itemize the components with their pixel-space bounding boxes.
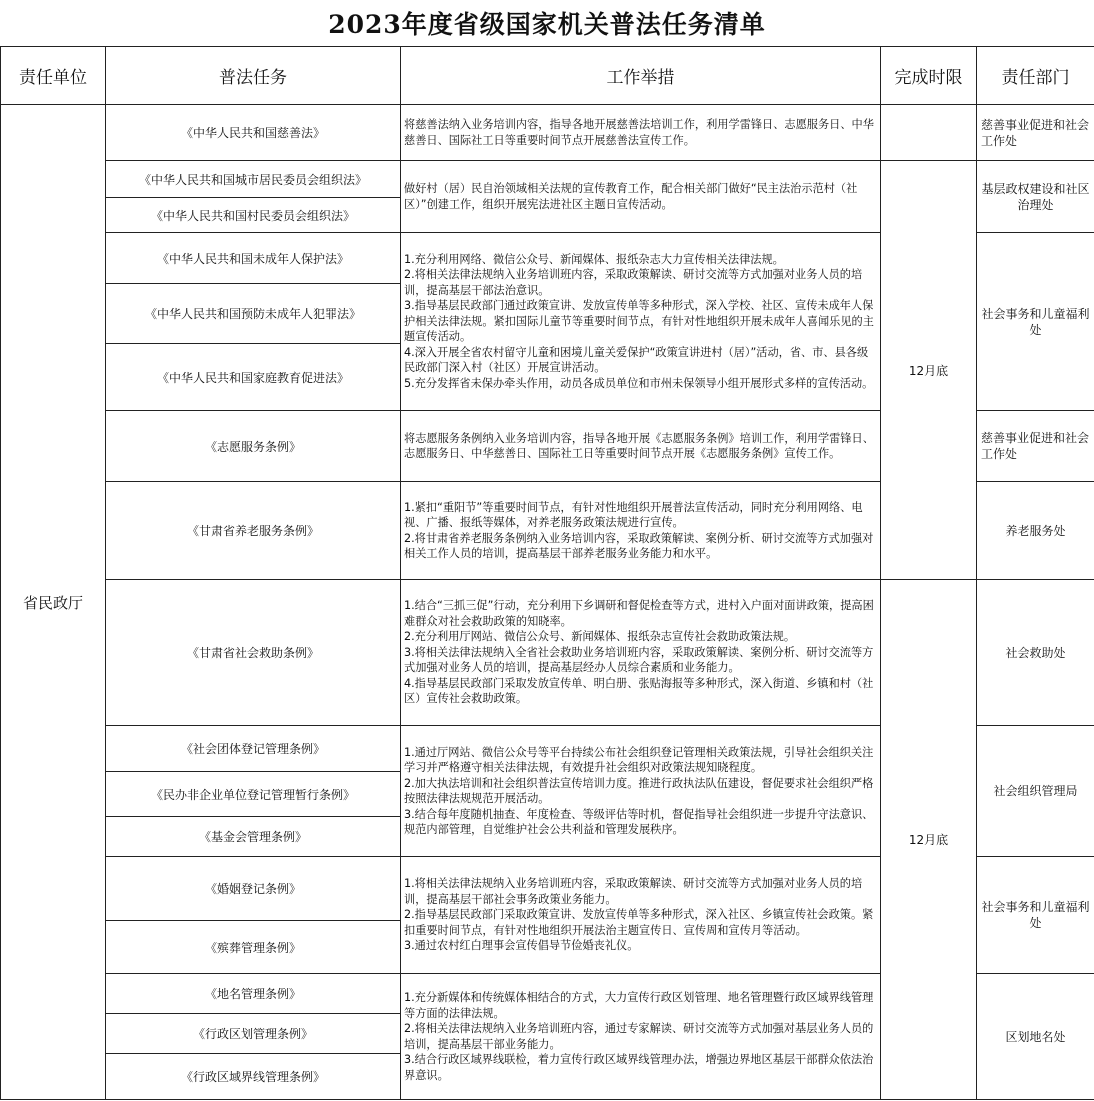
law-cell: 《行政区域界线管理条例》	[106, 1054, 401, 1100]
dept-cell: 社会组织管理局	[977, 726, 1094, 857]
measure-cell: 将慈善法纳入业务培训内容，指导各地开展慈善法培训工作，利用学雷锋日、志愿服务日、中华慈善日、国际社工日等重要时间节点开展慈善法宣传工作。	[401, 105, 881, 161]
law-cell: 《中华人民共和国村民委员会组织法》	[106, 198, 401, 233]
law-cell: 《中华人民共和国城市居民委员会组织法》	[106, 161, 401, 198]
header-row	[1, 47, 1094, 105]
dept-cell: 慈善事业促进和社会工作处	[977, 105, 1094, 161]
law-cell: 《婚姻登记条例》	[106, 857, 401, 921]
header-dept: 责任部门	[977, 47, 1094, 105]
dept-cell: 社会事务和儿童福利处	[977, 857, 1094, 974]
deadline-cell: 12月底	[881, 161, 977, 580]
measure-cell: 1.充分新媒体和传统媒体相结合的方式，大力宣传行政区划管理、地名管理暨行政区域界线管理等方面的法律法规。 2.将相关法律法规纳入业务培训班内容，通过专家解读、研讨交流等方式加强对基层业务人员的培训，提高基层干部业务能力。 3.结合行政区域界线联检，着力宣传行政区域界线管理办法，增强边界地区基层干部群众依法治界意识。	[401, 974, 881, 1100]
deadline-cell: 12月底	[881, 580, 977, 1100]
law-cell: 《社会团体登记管理条例》	[106, 726, 401, 772]
measure-cell: 1.将相关法律法规纳入业务培训班内容，采取政策解读、研讨交流等方式加强对业务人员的培训，提高基层干部社会事务政策业务能力。 2.指导基层民政部门采取政策宣讲、发放宣传单等多种形式，深入社区、乡镇宣传社会政策。紧扣重要时间节点，有针对性地组织开展法治主题宣传日、宣传周和宣传月等活动。 3.通过农村红白理事会宣传倡导节俭婚丧礼仪。	[401, 857, 881, 974]
header-task: 普法任务	[106, 47, 401, 105]
dept-cell: 基层政权建设和社区治理处	[977, 161, 1094, 233]
dept-cell: 慈善事业促进和社会工作处	[977, 411, 1094, 482]
dept-cell: 养老服务处	[977, 482, 1094, 580]
law-cell: 《中华人民共和国预防未成年人犯罪法》	[106, 284, 401, 344]
measure-cell: 1.结合“三抓三促”行动，充分利用下乡调研和督促检查等方式，进村入户面对面讲政策，提高困难群众对社会救助政策的知晓率。 2.充分利用厅网站、微信公众号、新闻媒体、报纸杂志宣传社会救助政策法规。 3.将相关法律法规纳入全省社会救助业务培训班内容，采取政策解读、案例分析、研讨交流等方式加强对业务人员的培训，提高基层经办人员综合素质和业务能力。 4.指导基层民政部门采取发放宣传单、明白册、张贴海报等多种形式，深入街道、乡镇和村（社区）宣传社会救助政策。	[401, 580, 881, 726]
table-row	[1, 105, 1094, 161]
law-cell: 《志愿服务条例》	[106, 411, 401, 482]
measure-cell: 1.充分利用网络、微信公众号、新闻媒体、报纸杂志大力宣传相关法律法规。 2.将相关法律法规纳入业务培训班内容，采取政策解读、研讨交流等方式加强对业务人员的培训，提高基层干部法治意识。 3.指导基层民政部门通过政策宣讲、发放宣传单等多种形式，深入学校、社区、宣传未成年人保护相关法律法规。紧扣国际儿童节等重要时间节点，有针对性地组织开展未成年人喜闻乐见的主题宣传活动。 4.深入开展全省农村留守儿童和困境儿童关爱保护“政策宣讲进村（居）”活动，省、市、县各级民政部门深入村（社区）开展宣讲活动。 5.充分发挥省未保办牵头作用，动员各成员单位和市州未保领导小组开展形式多样的宣传活动。	[401, 233, 881, 411]
header-deadline: 完成时限	[881, 47, 977, 105]
law-cell: 《甘肃省社会救助条例》	[106, 580, 401, 726]
dept-cell: 社会事务和儿童福利处	[977, 233, 1094, 411]
responsible-unit: 省民政厅	[1, 105, 106, 1100]
header-measures: 工作举措	[401, 47, 881, 105]
page-title: 2023年度省级国家机关普法任务清单	[328, 10, 766, 39]
measure-cell: 1.紧扣“重阳节”等重要时间节点，有针对性地组织开展普法宣传活动，同时充分利用网络、电视、广播、报纸等媒体，对养老服务政策法规进行宣传。 2.将甘肃省养老服务条例纳入业务培训内容，采取政策解读、案例分析、研讨交流等方式加强对相关工作人员的培训，提高基层干部养老服务业务能力和水平。	[401, 482, 881, 580]
measure-cell: 做好村（居）民自治领域相关法规的宣传教育工作，配合相关部门做好“民主法治示范村（社区）”创建工作，组织开展宪法进社区主题日宣传活动。	[401, 161, 881, 233]
law-cell: 《中华人民共和国未成年人保护法》	[106, 233, 401, 284]
header-unit: 责任单位	[1, 47, 106, 105]
law-cell: 《中华人民共和国家庭教育促进法》	[106, 344, 401, 411]
measure-cell: 1.通过厅网站、微信公众号等平台持续公布社会组织登记管理相关政策法规，引导社会组织关注学习并严格遵守相关法律法规，有效提升社会组织对政策法规知晓程度。 2.加大执法培训和社会组织普法宣传培训力度。推进行政执法队伍建设，督促要求社会组织严格按照法律法规规范开展活动。 3.结合每年度随机抽查、年度检查、等级评估等时机，督促指导社会组织进一步提升守法意识、规范内部管理，自觉维护社会公共利益和管理发展秩序。	[401, 726, 881, 857]
measure-cell: 将志愿服务条例纳入业务培训内容，指导各地开展《志愿服务条例》培训工作，利用学雷锋日、志愿服务日、中华慈善日、国际社工日等重要时间节点开展《志愿服务条例》宣传工作。	[401, 411, 881, 482]
law-cell: 《民办非企业单位登记管理暂行条例》	[106, 772, 401, 817]
law-cell: 《中华人民共和国慈善法》	[106, 105, 401, 161]
dept-cell: 社会救助处	[977, 580, 1094, 726]
deadline-cell	[881, 105, 977, 161]
dept-cell: 区划地名处	[977, 974, 1094, 1100]
table-row	[1, 580, 1094, 726]
law-cell: 《甘肃省养老服务条例》	[106, 482, 401, 580]
table-row	[1, 161, 1094, 198]
law-cell: 《行政区划管理条例》	[106, 1014, 401, 1054]
law-cell: 《殡葬管理条例》	[106, 921, 401, 974]
law-cell: 《基金会管理条例》	[106, 817, 401, 857]
law-cell: 《地名管理条例》	[106, 974, 401, 1014]
task-table	[0, 46, 1094, 1100]
